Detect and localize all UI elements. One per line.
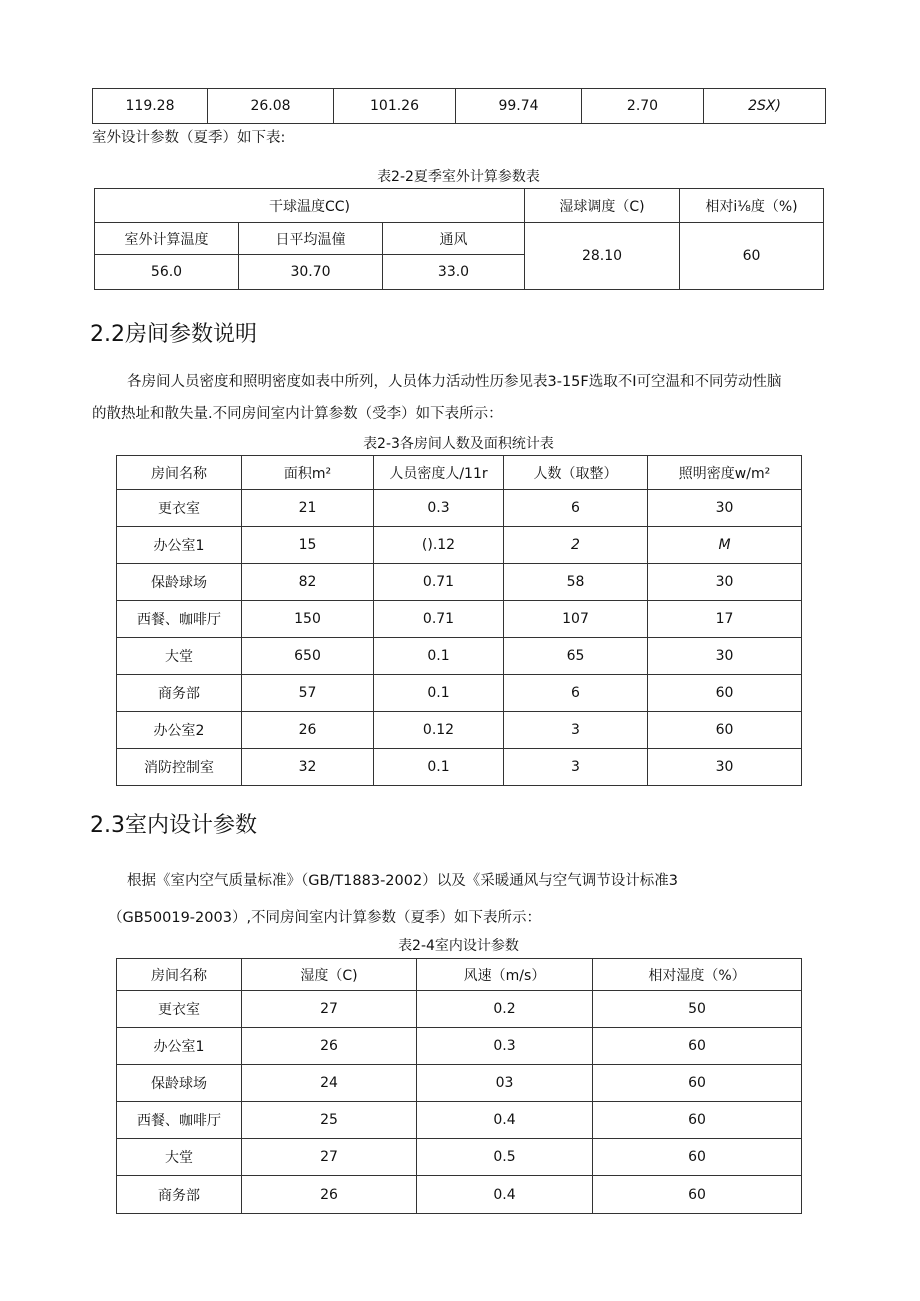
table-cell: 25 <box>242 1102 417 1139</box>
table-cell: M <box>648 527 802 564</box>
table-cell: 0.71 <box>374 564 504 601</box>
table-row <box>95 189 824 223</box>
table-cell: 57 <box>242 675 374 712</box>
table-cell: 33.0 <box>383 255 525 290</box>
table-cell: 0.3 <box>374 490 504 527</box>
table-cell: 32 <box>242 749 374 786</box>
table-row <box>117 1065 802 1102</box>
table-cell: 大堂 <box>117 1139 242 1176</box>
table-2-4-caption: 表2-4室内设计参数 <box>398 938 519 954</box>
column-header: 面积m² <box>242 456 374 490</box>
table-cell: 119.28 <box>93 89 208 124</box>
table-cell: 56.0 <box>95 255 239 290</box>
table-cell: 30.70 <box>239 255 383 290</box>
section-2-2-paragraph-line-2: 的散热址和散失量.不同房间室内计算参数（受李）如下表所示： <box>92 406 503 422</box>
table-cell: 30 <box>648 638 802 675</box>
table-row <box>117 749 802 786</box>
column-header: 房间名称 <box>117 456 242 490</box>
section-heading-2-3: 2.3室内设计参数 <box>90 813 257 838</box>
table-cell: 27 <box>242 991 417 1028</box>
table-cell: 03 <box>417 1065 593 1102</box>
table-row <box>117 1028 802 1065</box>
table-cell: 3 <box>504 712 648 749</box>
table-row <box>117 1102 802 1139</box>
table-cell: 60 <box>648 675 802 712</box>
table-row <box>117 712 802 749</box>
table-cell: 保龄球场 <box>117 1065 242 1102</box>
table-cell: 2.70 <box>582 89 704 124</box>
section-2-3-paragraph-line-2: （GB50019-2003）,不同房间室内计算参数（夏季）如下表所示： <box>108 910 542 926</box>
table-row <box>117 638 802 675</box>
table-cell: 6 <box>504 675 648 712</box>
table-cell: 更衣室 <box>117 991 242 1028</box>
table-row <box>117 601 802 638</box>
column-header: 人员密度人/11r <box>374 456 504 490</box>
table-cell: 15 <box>242 527 374 564</box>
table-cell: 24 <box>242 1065 417 1102</box>
table-cell: 26 <box>242 1176 417 1214</box>
column-header: 照明密度w/m² <box>648 456 802 490</box>
table-cell: 保龄球场 <box>117 564 242 601</box>
table-cell: 26.08 <box>208 89 334 124</box>
table-cell: 0.3 <box>417 1028 593 1065</box>
table-cell: 0.1 <box>374 675 504 712</box>
section-2-3-paragraph-line-1: 根据《室内空气质量标准》（GB/T1883-2002）以及《采暖通风与空气调节设计标准3 <box>127 873 678 889</box>
section-2-2-paragraph-line-1: 各房间人员密度和照明密度如表中所列，人员体力活动性历参见表3-15F选取不I可空温和不同劳动性脑 <box>127 374 782 390</box>
table-cell: 82 <box>242 564 374 601</box>
table-row <box>95 223 824 255</box>
table-cell: 办公室1 <box>117 527 242 564</box>
table-row <box>117 1139 802 1176</box>
table-cell: 21 <box>242 490 374 527</box>
table-row <box>117 991 802 1028</box>
column-header: 湿度（C) <box>242 959 417 991</box>
table-cell: 107 <box>504 601 648 638</box>
table-cell: 2SX) <box>704 89 826 124</box>
table-cell: 65 <box>504 638 648 675</box>
wet-bulb-header: 湿球调度（C) <box>525 189 680 223</box>
table-cell: 60 <box>648 712 802 749</box>
rel-hum-value: 60 <box>680 223 824 290</box>
table-header-row <box>117 456 802 490</box>
table-2-3-caption: 表2-3各房间人数及面积统计表 <box>363 436 554 452</box>
column-header: 房间名称 <box>117 959 242 991</box>
table-cell: 3 <box>504 749 648 786</box>
table-cell: 0.4 <box>417 1176 593 1214</box>
rel-hum-header: 相对i⅛度（%) <box>680 189 824 223</box>
table-row <box>117 527 802 564</box>
table-cell: 26 <box>242 1028 417 1065</box>
table-cell: 更衣室 <box>117 490 242 527</box>
table-cell: 26 <box>242 712 374 749</box>
table-cell: 室外计算温度 <box>95 223 239 255</box>
table-cell: 17 <box>648 601 802 638</box>
table-cell: 0.12 <box>374 712 504 749</box>
table-cell: 0.4 <box>417 1102 593 1139</box>
column-header: 风速（m/s） <box>417 959 593 991</box>
table-cell: 99.74 <box>456 89 582 124</box>
table-cell: 西餐、咖啡厅 <box>117 1102 242 1139</box>
table-header-row <box>117 959 802 991</box>
column-header: 人数（取整） <box>504 456 648 490</box>
table-cell: 30 <box>648 490 802 527</box>
table-cell: 6 <box>504 490 648 527</box>
table-row <box>117 490 802 527</box>
table-cell: 30 <box>648 749 802 786</box>
table-cell: 60 <box>593 1102 802 1139</box>
table-row <box>117 675 802 712</box>
table-cell: 58 <box>504 564 648 601</box>
table-row <box>117 564 802 601</box>
dry-bulb-header: 干球温度CC) <box>95 189 525 223</box>
wet-bulb-value: 28.10 <box>525 223 680 290</box>
table-cell: 650 <box>242 638 374 675</box>
table-cell: 0.2 <box>417 991 593 1028</box>
table-cell: 60 <box>593 1139 802 1176</box>
table-cell: 日平均温僮 <box>239 223 383 255</box>
table-cell: 50 <box>593 991 802 1028</box>
section-heading-2-2: 2.2房间参数说明 <box>90 322 257 347</box>
table-cell: 商务部 <box>117 675 242 712</box>
table-cell: 2 <box>504 527 648 564</box>
table-cell: 27 <box>242 1139 417 1176</box>
table-cell: 150 <box>242 601 374 638</box>
table-cell: 60 <box>593 1028 802 1065</box>
table-cell: ().12 <box>374 527 504 564</box>
table-cell: 0.1 <box>374 749 504 786</box>
table-row <box>93 89 826 124</box>
table-cell: 办公室2 <box>117 712 242 749</box>
table-2-2 <box>94 188 824 290</box>
table-cell: 通风 <box>383 223 525 255</box>
table-cell: 60 <box>593 1065 802 1102</box>
table-cell: 办公室1 <box>117 1028 242 1065</box>
table-cell: 0.5 <box>417 1139 593 1176</box>
top-table <box>92 88 826 124</box>
table-row <box>117 1176 802 1214</box>
table-cell: 60 <box>593 1176 802 1214</box>
table-cell: 0.71 <box>374 601 504 638</box>
table-cell: 商务部 <box>117 1176 242 1214</box>
table-2-2-caption: 表2-2夏季室外计算参数表 <box>377 169 540 185</box>
table-cell: 30 <box>648 564 802 601</box>
column-header: 相对湿度（%） <box>593 959 802 991</box>
table-cell: 消防控制室 <box>117 749 242 786</box>
table-2-4 <box>116 958 802 1214</box>
intro-text: 室外设计参数（夏季）如下表: <box>92 130 286 146</box>
table-cell: 大堂 <box>117 638 242 675</box>
table-cell: 0.1 <box>374 638 504 675</box>
table-2-3 <box>116 455 802 786</box>
table-cell: 101.26 <box>334 89 456 124</box>
table-cell: 西餐、咖啡厅 <box>117 601 242 638</box>
